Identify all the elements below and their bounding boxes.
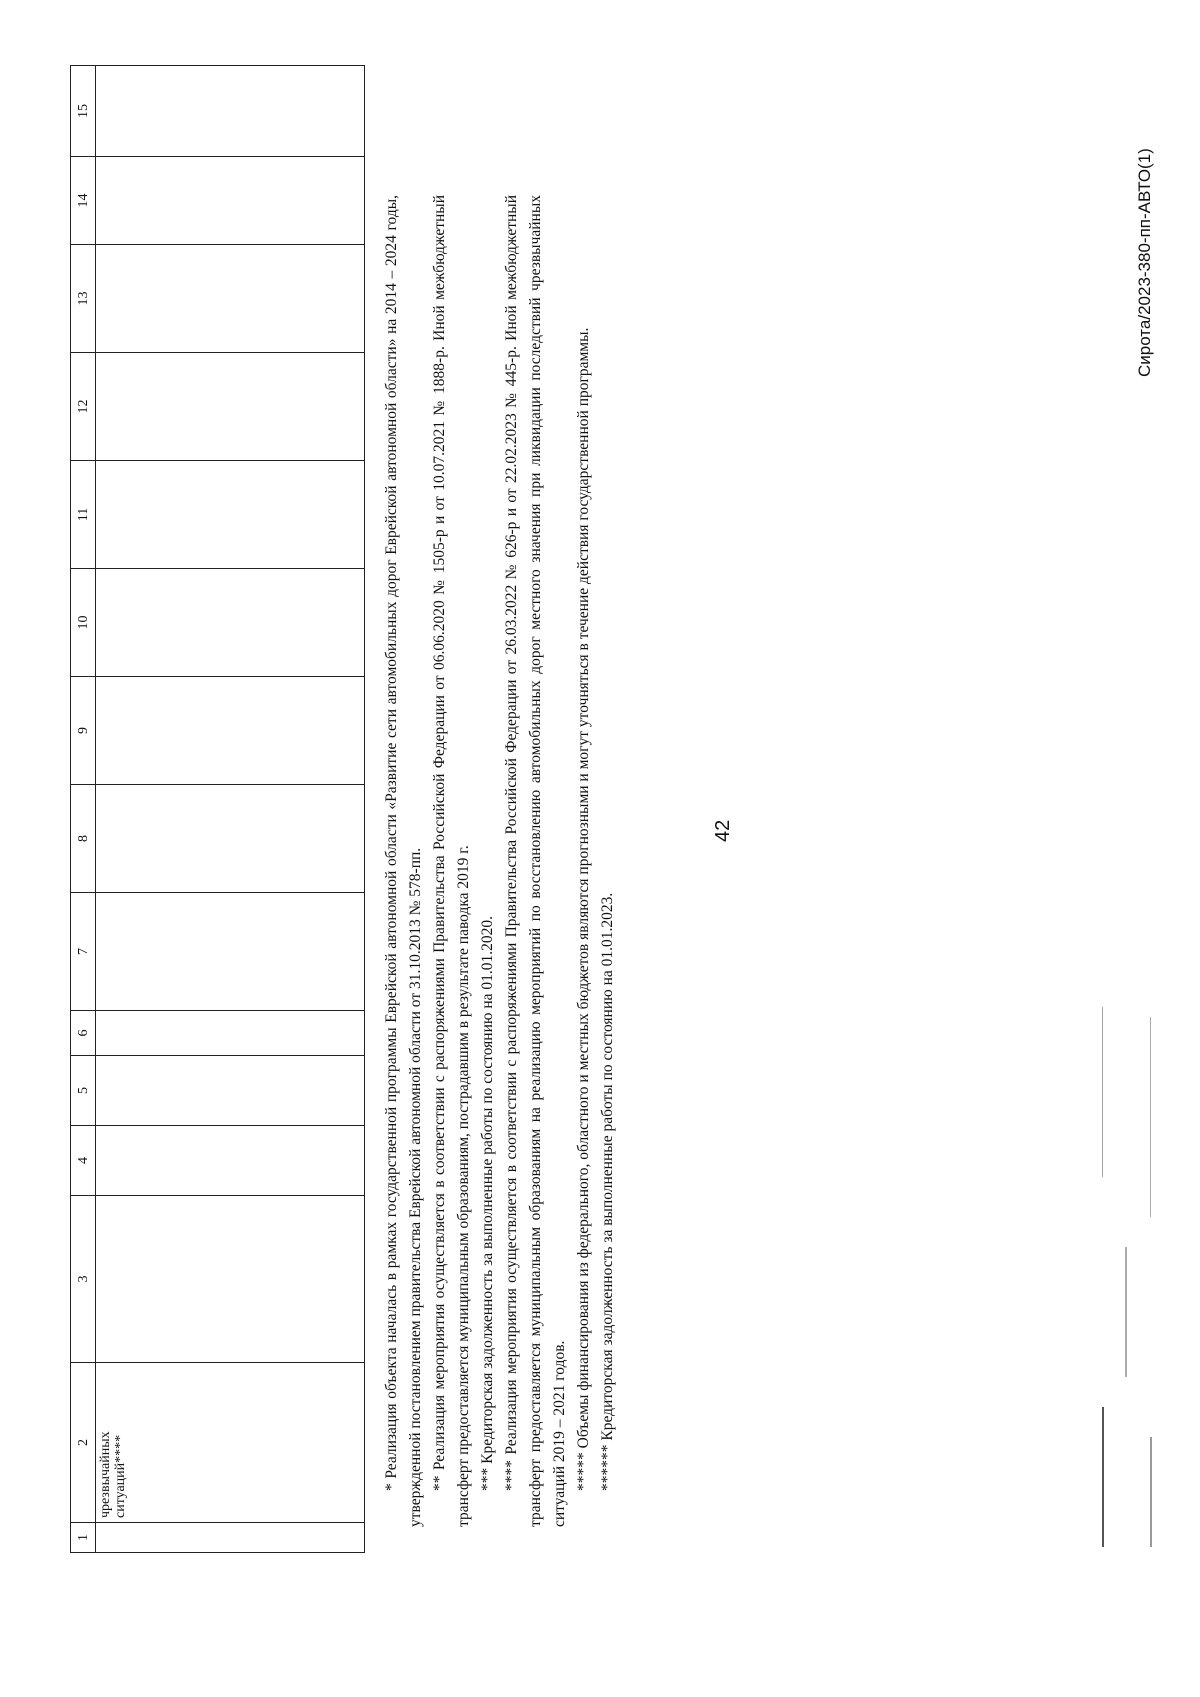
table-row — [96, 66, 365, 1553]
scan-artifact — [1102, 1007, 1103, 1177]
footnote: **** Реализация мероприятия осуществляется в соответствии с распоряжениями Правительства Российской Федерации от 26.03.2022 № 626-р и от 22.02.2023 № 445-р. Иной межбюджетный трансферт предоставляется муниципальным образованиям на реализацию мероприятий по восстановлению автомобильных дорог местного значения при ликвидации последствий чрезвычайных ситуаций 2019 – 2021 годов. — [503, 195, 568, 1527]
column-number: 7 — [71, 893, 96, 1011]
table-cell — [96, 157, 365, 245]
table-cell — [96, 785, 365, 893]
table-cell — [96, 893, 365, 1011]
table-cell — [96, 1126, 365, 1196]
table-cell — [96, 677, 365, 785]
column-number: 4 — [71, 1126, 96, 1196]
data-table — [70, 65, 365, 1553]
column-number: 1 — [71, 1523, 96, 1553]
table-cell — [96, 66, 365, 157]
column-number: 10 — [71, 569, 96, 677]
table-cell — [96, 569, 365, 677]
page-number: 42 — [712, 819, 734, 842]
document-code: Сирота/2023-380-пп-АВТО(1) — [1135, 148, 1154, 377]
footnotes — [380, 195, 620, 1527]
column-number: 11 — [71, 461, 96, 569]
scan-artifact — [1150, 1437, 1152, 1547]
column-number: 6 — [71, 1011, 96, 1056]
scan-artifact — [1150, 1017, 1151, 1217]
table-cell — [96, 1011, 365, 1056]
scan-artifact — [1102, 1407, 1104, 1547]
column-number: 13 — [71, 245, 96, 353]
table-cell-name: чрезвычайных ситуаций**** — [96, 1363, 365, 1523]
table-cell — [96, 245, 365, 353]
table-cell — [96, 1196, 365, 1363]
table-cell — [96, 1523, 365, 1553]
scan-artifact — [1125, 1247, 1127, 1377]
column-number: 5 — [71, 1056, 96, 1126]
column-number: 8 — [71, 785, 96, 893]
column-number: 9 — [71, 677, 96, 785]
column-number: 2 — [71, 1363, 96, 1523]
column-number: 12 — [71, 353, 96, 461]
footnote: ** Реализация мероприятия осуществляется в соответствии с распоряжениями Правительства Российской Федерации от 06.06.2020 № 1505-р и от 10.07.2021 № 1888-р. Иной межбюджетный трансферт предоставляется муниципальным образованиям, пострадавшим в результате паводка 2019 г. — [431, 195, 472, 1527]
column-number: 14 — [71, 157, 96, 245]
table-cell — [96, 1056, 365, 1126]
footnote: ****** Кредиторская задолженность за выполненные работы по состоянию на 01.01.2023. — [599, 892, 616, 1491]
footnote: *** Кредиторская задолженность за выполненные работы по состоянию на 01.01.2020. — [479, 915, 496, 1491]
column-number: 15 — [71, 66, 96, 157]
column-number: 3 — [71, 1196, 96, 1363]
column-number-row — [71, 66, 96, 1553]
footnote: * Реализация объекта началась в рамках государственной программы Еврейской автономной области «Развитие сети автомобильных дорог Еврейской автономной области» на 2014 – 2024 годы, утвержденной постановлением правительства Еврейской автономной области от 31.10.2013 № 578-пп. — [383, 195, 424, 1527]
table-cell — [96, 461, 365, 569]
table-cell — [96, 353, 365, 461]
footnote: ***** Объемы финансирования из федерального, областного и местных бюджетов являются прогнозными и могут уточняться в течение действия государственной программы. — [575, 327, 592, 1491]
